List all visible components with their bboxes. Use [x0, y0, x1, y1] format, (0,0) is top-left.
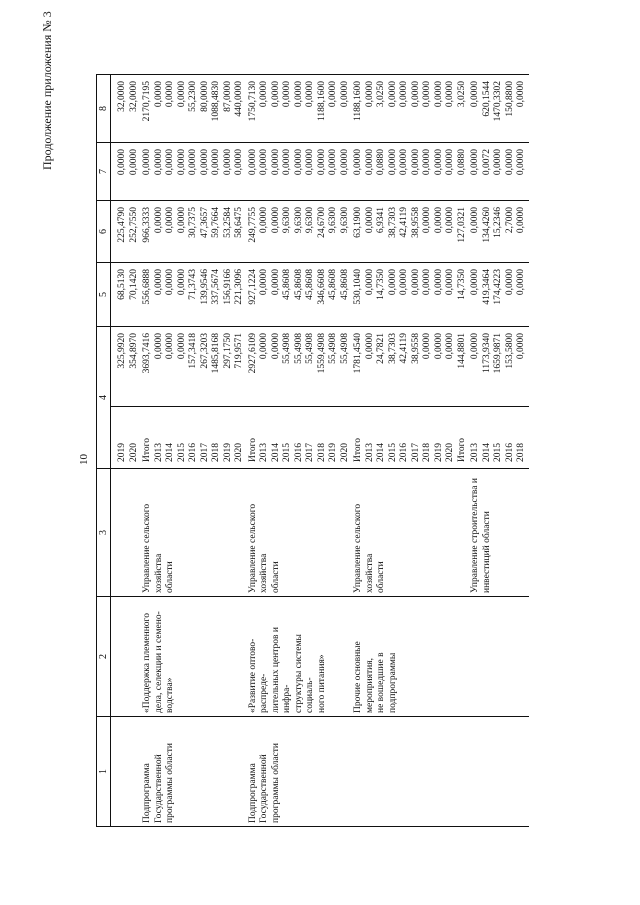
table-row — [247, 75, 353, 827]
value-cell: 325,9920 354,8970 — [111, 327, 142, 407]
value-cell: 1781,4540 0,0000 24,7821 38,7303 42,4119 38,9558 0,0000 0,0000 0,0000 144,8801 — [352, 327, 469, 407]
column-header: 4 — [97, 327, 111, 469]
value-cell: 927,1224 0,0000 0,0000 45,8608 45,8608 45,8608 346,6608 45,8608 45,8608 — [247, 263, 353, 327]
program-type-cell — [469, 717, 529, 827]
value-cell: 0,0000 0,0072 0,0000 0,0000 0,0000 — [469, 143, 529, 201]
value-cell: 2170,7195 0,0000 0,0000 0,0000 55,2300 80,0000 1088,4830 87,0000 440,0000 — [141, 75, 247, 143]
program-name-cell — [469, 597, 529, 717]
years-cell: 2019 2020 — [111, 407, 142, 469]
value-cell: 68,5130 70,1420 — [111, 263, 142, 327]
column-header: 6 — [97, 201, 111, 263]
years-cell: 2013 2014 2015 2016 2018 — [469, 407, 529, 469]
program-name-cell: «Поддержка племенного дела, селекции и семено- водства» — [141, 597, 247, 717]
years-cell: Итого 2013 2014 2015 2016 2017 2018 2019 2020 — [141, 407, 247, 469]
program-type-cell: Подпрограмма Государственной программы области — [141, 717, 247, 827]
value-cell: 249,7755 0,0000 0,0000 9,6300 9,6300 9,6300 24,6700 9,6300 9,6300 — [247, 201, 353, 263]
value-cell: 0,0000 0,0000 0,0000 0,0000 0,0000 0,0000 0,0000 0,0000 0,0000 — [141, 143, 247, 201]
value-cell: 530,1040 0,0000 14,7350 0,0000 0,0000 0,0000 0,0000 0,0000 0,0000 14,7350 — [352, 263, 469, 327]
program-name-cell: «Развитие оптово-распреде- лительных центров и инфра- структуры системы социаль- ного питания» — [247, 597, 353, 717]
value-cell: 1750,7130 0,0000 0,0000 0,0000 0,0000 0,0000 1188,1600 0,0000 0,0000 — [247, 75, 353, 143]
executor-cell — [111, 469, 142, 597]
column-header: 1 — [97, 717, 111, 827]
table-row — [111, 75, 142, 827]
value-cell: 0,0000 620,1544 1470,3302 150,8800 0,0000 — [469, 75, 529, 143]
executor-cell: Управление сельского хозяйства области — [141, 469, 247, 597]
years-cell: Итого 2013 2014 2015 2016 2017 2018 2019 2020 Итого — [352, 407, 469, 469]
value-cell: 3693,7416 0,0000 0,0000 0,0000 157,3418 267,3203 1485,8168 297,1750 719,9571 — [141, 327, 247, 407]
value-cell: 0,0000 1173,9340 1659,9871 153,5800 0,0000 — [469, 327, 529, 407]
executor-cell: Управление сельского хозяйства области — [352, 469, 469, 597]
column-header: 3 — [97, 469, 111, 597]
years-cell: Итого 2013 2014 2015 2016 2017 2018 2019 2020 — [247, 407, 353, 469]
table-row — [141, 75, 247, 827]
table-row — [469, 75, 529, 827]
value-cell: 556,6888 0,0000 0,0000 0,0000 71,3743 139,9546 337,5674 156,9166 221,3096 — [141, 263, 247, 327]
program-name-cell — [111, 597, 142, 717]
column-header: 5 — [97, 263, 111, 327]
value-cell: 0,0000 0,0000 0,0880 0,0000 0,0000 0,0000 0,0000 0,0000 0,0000 0,0880 — [352, 143, 469, 201]
value-cell: 32,0000 32,0000 — [111, 75, 142, 143]
value-cell: 0,0000 0,0000 0,0000 0,0000 0,0000 0,0000 0,0000 0,0000 0,0000 — [247, 143, 353, 201]
value-cell: 0,0000 419,3464 174,4223 0,0000 0,0000 — [469, 263, 529, 327]
value-cell: 1188,1600 0,0000 3,0250 0,0000 0,0000 0,0000 0,0000 0,0000 0,0000 3,0250 — [352, 75, 469, 143]
page-number: 10 — [78, 454, 90, 465]
table-row — [352, 75, 469, 827]
value-cell: 0,0000 0,0000 — [111, 143, 142, 201]
column-number-row — [97, 75, 111, 827]
value-cell: 2927,6109 0,0000 0,0000 55,4908 55,4908 55,4908 1559,4908 55,4908 55,4908 — [247, 327, 353, 407]
value-cell: 225,4790 252,7550 — [111, 201, 142, 263]
column-header: 7 — [97, 143, 111, 201]
program-type-cell: Подпрограмма Государственной программы области — [247, 717, 353, 827]
column-header: 8 — [97, 75, 111, 143]
value-cell: 0,0000 134,4260 15,2346 2,7000 0,0000 — [469, 201, 529, 263]
column-header: 2 — [97, 597, 111, 717]
value-cell: 63,1900 0,0000 6,9341 38,7303 42,4119 38,9558 0,0000 0,0000 0,0000 127,0321 — [352, 201, 469, 263]
executor-cell: Управление строительства и инвестиций области — [469, 469, 529, 597]
executor-cell: Управление сельского хозяйства области — [247, 469, 353, 597]
budget-table — [96, 74, 529, 827]
appendix-caption: Продолжение приложения № 3 — [40, 11, 54, 170]
value-cell: 966,3333 0,0000 0,0000 0,0000 30,7375 47,3657 59,7664 53,2584 58,6475 — [141, 201, 247, 263]
program-type-cell — [352, 717, 469, 827]
program-type-cell — [111, 717, 142, 827]
program-name-cell: Прочие основные мероприятия, не вошедшие в подпрограммы — [352, 597, 469, 717]
